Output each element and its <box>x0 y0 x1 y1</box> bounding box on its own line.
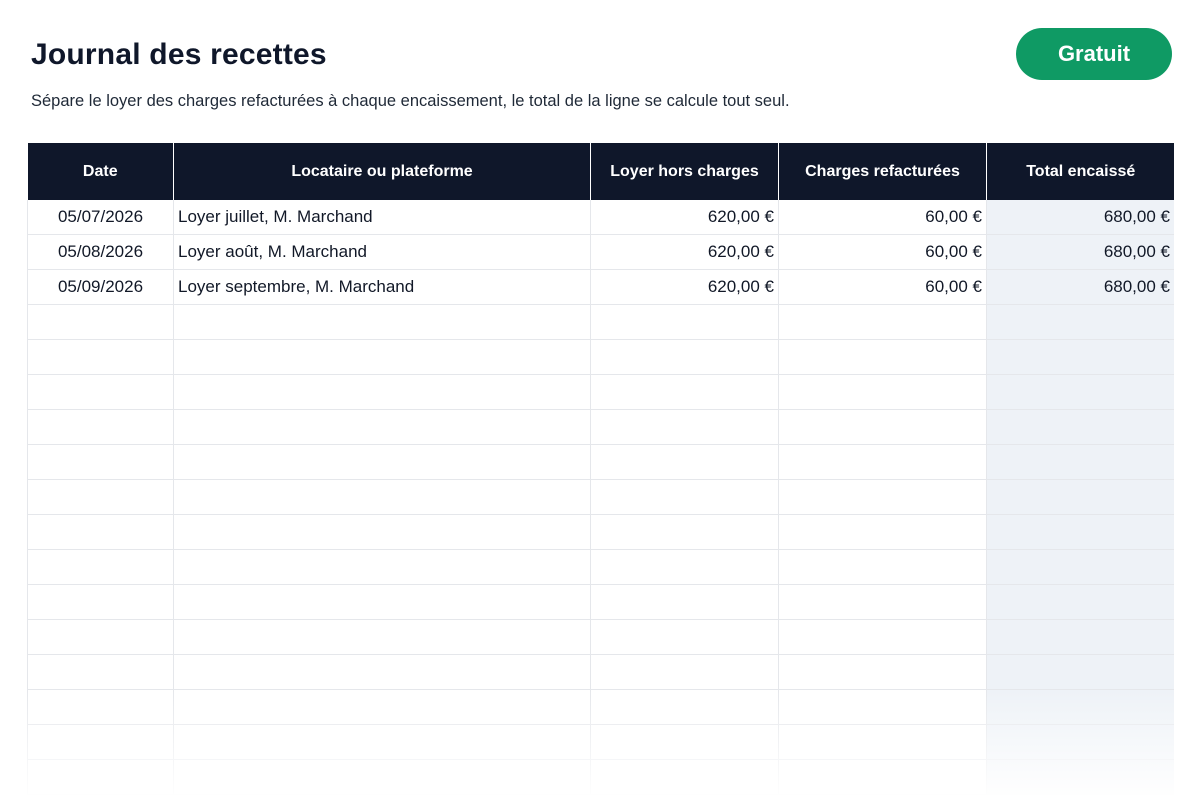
cell-rent[interactable] <box>591 725 779 760</box>
cell-total[interactable]: 680,00 € <box>987 235 1175 270</box>
cell-rent[interactable] <box>591 375 779 410</box>
cell-rent[interactable] <box>591 340 779 375</box>
cell-total[interactable]: 680,00 € <box>987 200 1175 235</box>
table-row-empty <box>28 690 1175 725</box>
table-body <box>28 200 1175 795</box>
table-row-empty <box>28 515 1175 550</box>
cell-total[interactable] <box>987 410 1175 445</box>
cell-rent[interactable] <box>591 585 779 620</box>
cell-rent[interactable] <box>591 655 779 690</box>
cell-tenant[interactable] <box>174 410 591 445</box>
cell-tenant[interactable]: Loyer septembre, M. Marchand <box>174 270 591 305</box>
table-row-empty <box>28 410 1175 445</box>
cell-tenant[interactable] <box>174 725 591 760</box>
cell-rent[interactable] <box>591 305 779 340</box>
cell-total[interactable] <box>987 515 1175 550</box>
table-row-empty <box>28 445 1175 480</box>
cell-date[interactable] <box>28 515 174 550</box>
cell-date[interactable] <box>28 340 174 375</box>
column-header-rent[interactable]: Loyer hors charges <box>591 143 779 200</box>
cell-date[interactable] <box>28 690 174 725</box>
cell-date[interactable] <box>28 305 174 340</box>
cell-total[interactable] <box>987 655 1175 690</box>
cell-rent[interactable]: 620,00 € <box>591 200 779 235</box>
cell-total[interactable] <box>987 340 1175 375</box>
cell-rent[interactable] <box>591 620 779 655</box>
cell-tenant[interactable] <box>174 620 591 655</box>
table-row-empty <box>28 375 1175 410</box>
cell-date[interactable] <box>28 480 174 515</box>
cell-tenant[interactable]: Loyer juillet, M. Marchand <box>174 200 591 235</box>
cell-total[interactable] <box>987 690 1175 725</box>
table-row-empty <box>28 480 1175 515</box>
column-header-charges[interactable]: Charges refacturées <box>779 143 987 200</box>
cell-tenant[interactable] <box>174 375 591 410</box>
receipts-sheet <box>27 143 1174 800</box>
cell-total[interactable] <box>987 445 1175 480</box>
cell-date[interactable]: 05/09/2026 <box>28 270 174 305</box>
cell-date[interactable] <box>28 410 174 445</box>
cell-tenant[interactable] <box>174 515 591 550</box>
cell-charges[interactable] <box>779 620 987 655</box>
table-row-empty <box>28 585 1175 620</box>
page-subtitle: Sépare le loyer des charges refacturées à chaque encaissement, le total de la ligne se calcule tout seul. <box>31 92 790 110</box>
cell-date[interactable]: 05/08/2026 <box>28 235 174 270</box>
cell-charges[interactable] <box>779 480 987 515</box>
column-header-tenant[interactable]: Locataire ou plateforme <box>174 143 591 200</box>
cell-charges[interactable]: 60,00 € <box>779 270 987 305</box>
cell-total[interactable] <box>987 480 1175 515</box>
cell-date[interactable] <box>28 760 174 795</box>
cell-charges[interactable] <box>779 515 987 550</box>
cell-date[interactable] <box>28 620 174 655</box>
table-row-empty <box>28 340 1175 375</box>
table-row <box>28 235 1175 270</box>
cell-rent[interactable] <box>591 550 779 585</box>
cell-total[interactable] <box>987 305 1175 340</box>
cell-charges[interactable] <box>779 655 987 690</box>
cell-charges[interactable] <box>779 760 987 795</box>
cell-total[interactable] <box>987 375 1175 410</box>
cell-tenant[interactable] <box>174 340 591 375</box>
cell-charges[interactable] <box>779 585 987 620</box>
receipts-table <box>27 143 1174 795</box>
cell-total[interactable] <box>987 585 1175 620</box>
table-row <box>28 200 1175 235</box>
cell-tenant[interactable] <box>174 305 591 340</box>
cell-rent[interactable] <box>591 445 779 480</box>
cell-tenant[interactable] <box>174 585 591 620</box>
cell-charges[interactable] <box>779 445 987 480</box>
cell-tenant[interactable] <box>174 760 591 795</box>
column-header-total[interactable]: Total encaissé <box>987 143 1175 200</box>
table-row-empty <box>28 620 1175 655</box>
cell-date[interactable] <box>28 550 174 585</box>
cell-rent[interactable] <box>591 690 779 725</box>
cell-date[interactable] <box>28 375 174 410</box>
cell-total[interactable] <box>987 760 1175 795</box>
table-row-empty <box>28 305 1175 340</box>
cell-total[interactable] <box>987 620 1175 655</box>
table-row <box>28 270 1175 305</box>
cell-tenant[interactable] <box>174 480 591 515</box>
cell-charges[interactable]: 60,00 € <box>779 235 987 270</box>
gratuit-badge[interactable]: Gratuit <box>1016 28 1172 80</box>
cell-charges[interactable] <box>779 725 987 760</box>
cell-charges[interactable] <box>779 305 987 340</box>
cell-date[interactable] <box>28 725 174 760</box>
table-row-empty <box>28 550 1175 585</box>
page-title: Journal des recettes <box>31 38 327 71</box>
cell-total[interactable] <box>987 725 1175 760</box>
table-row-empty <box>28 655 1175 690</box>
cell-charges[interactable] <box>779 410 987 445</box>
cell-charges[interactable] <box>779 550 987 585</box>
cell-tenant[interactable] <box>174 655 591 690</box>
cell-tenant[interactable] <box>174 690 591 725</box>
cell-rent[interactable] <box>591 480 779 515</box>
cell-rent[interactable] <box>591 760 779 795</box>
cell-charges[interactable] <box>779 375 987 410</box>
table-row-empty <box>28 725 1175 760</box>
cell-total[interactable]: 680,00 € <box>987 270 1175 305</box>
cell-rent[interactable] <box>591 410 779 445</box>
cell-charges[interactable] <box>779 340 987 375</box>
cell-rent[interactable]: 620,00 € <box>591 270 779 305</box>
cell-tenant[interactable] <box>174 445 591 480</box>
column-header-date[interactable]: Date <box>28 143 174 200</box>
cell-total[interactable] <box>987 550 1175 585</box>
cell-rent[interactable]: 620,00 € <box>591 235 779 270</box>
cell-date[interactable]: 05/07/2026 <box>28 200 174 235</box>
table-row-empty <box>28 760 1175 795</box>
cell-tenant[interactable] <box>174 550 591 585</box>
cell-date[interactable] <box>28 445 174 480</box>
table-header-row <box>28 143 1175 200</box>
cell-rent[interactable] <box>591 515 779 550</box>
cell-charges[interactable]: 60,00 € <box>779 200 987 235</box>
cell-date[interactable] <box>28 585 174 620</box>
cell-tenant[interactable]: Loyer août, M. Marchand <box>174 235 591 270</box>
cell-date[interactable] <box>28 655 174 690</box>
cell-charges[interactable] <box>779 690 987 725</box>
